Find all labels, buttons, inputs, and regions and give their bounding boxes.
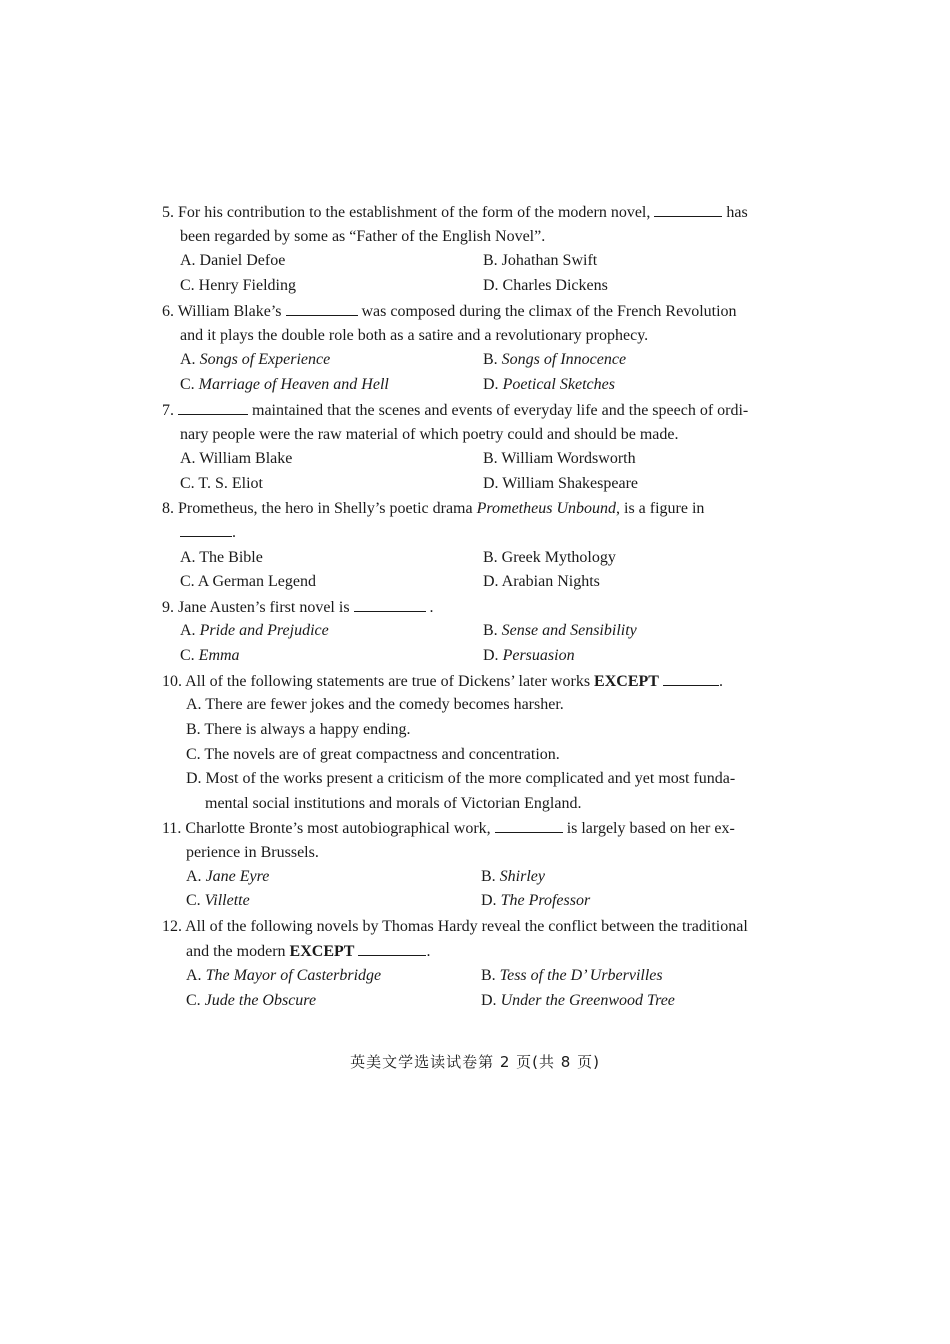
- option-text: Persuasion: [502, 647, 575, 664]
- answer-blank: [354, 597, 426, 612]
- option-letter: C.: [186, 992, 201, 1009]
- question-5-number: 5.: [162, 204, 174, 221]
- question-6-stem-line-2: and it plays the double role both as a satire and a revolutionary prophecy.: [180, 327, 649, 344]
- option-letter: D.: [483, 376, 499, 393]
- page-footer: 英美文学选读试卷第 2 页(共 8 页): [350, 1053, 600, 1071]
- option-text: Pride and Prejudice: [199, 622, 329, 639]
- question-12-except: EXCEPT: [289, 943, 355, 960]
- question-11-stem-line-1: [162, 818, 735, 839]
- answer-blank: [495, 818, 563, 833]
- option-letter: A.: [180, 622, 196, 639]
- question-8-stem-after: , is a figure in: [616, 500, 705, 517]
- option-letter: D.: [483, 647, 499, 664]
- option-letter: A.: [186, 967, 202, 984]
- question-10-option-b: B. There is always a happy ending.: [186, 721, 411, 738]
- question-7-option-d: D. William Shakespeare: [483, 475, 639, 492]
- option-text: Emma: [198, 647, 240, 664]
- question-12-stem-line-1: [162, 917, 748, 937]
- question-9-stem-line-1: [162, 597, 434, 618]
- option-text: The Mayor of Casterbridge: [205, 967, 382, 984]
- question-11-stem-before: Charlotte Bronte’s most autobiographical work,: [185, 820, 491, 837]
- question-12-stem-after: .: [426, 943, 431, 960]
- question-8-option-c: C. A German Legend: [180, 573, 316, 590]
- option-letter: D.: [481, 992, 497, 1009]
- option-text: Songs of Experience: [199, 351, 331, 368]
- question-12-option-d: [481, 991, 675, 1011]
- question-10-stem-after: .: [718, 673, 723, 690]
- option-text: Villette: [204, 892, 250, 909]
- question-12-number: 12.: [162, 918, 182, 935]
- question-5-option-a: A. Daniel Defoe: [180, 252, 286, 269]
- question-5-stem-text: For his contribution to the establishment of the form of the modern novel,: [178, 204, 651, 221]
- question-9-option-b: [483, 621, 637, 641]
- question-11-option-d: [481, 891, 590, 911]
- question-11-number: 11.: [162, 820, 182, 837]
- question-7-number: 7.: [162, 402, 174, 419]
- option-text: Tess of the D’ Urbervilles: [499, 967, 663, 984]
- question-11-stem-line-2: perience in Brussels.: [186, 844, 319, 861]
- question-8-option-d: D. Arabian Nights: [483, 573, 600, 590]
- answer-blank: [654, 202, 722, 217]
- answer-blank: [358, 941, 426, 956]
- question-9-option-d: [483, 646, 575, 666]
- question-7-stem-line-1: [162, 400, 748, 421]
- question-6-option-c: [180, 375, 389, 395]
- question-9-option-a: [180, 621, 329, 641]
- question-9-number: 9.: [162, 599, 174, 616]
- answer-blank: [286, 301, 358, 316]
- question-9-option-c: [180, 646, 240, 666]
- option-letter: B.: [481, 868, 496, 885]
- question-6-stem-after: was composed during the climax of the French Revolution: [361, 303, 737, 320]
- question-6-stem-before: William Blake’s: [177, 303, 282, 320]
- option-letter: D.: [481, 892, 497, 909]
- question-6-option-b: [483, 350, 626, 370]
- option-text: Jane Eyre: [205, 868, 270, 885]
- question-8-stem-line-2: [180, 522, 236, 543]
- question-10-option-a: A. There are fewer jokes and the comedy becomes harsher.: [186, 696, 564, 713]
- question-12-option-a: [186, 966, 381, 986]
- question-11-stem-after: is largely based on her ex-: [566, 820, 735, 837]
- question-5-option-c: C. Henry Fielding: [180, 277, 296, 294]
- option-text: Marriage of Heaven and Hell: [198, 376, 389, 393]
- question-6-stem-line-1: [162, 301, 737, 322]
- question-12-stem-before: and the modern: [186, 943, 286, 960]
- option-letter: C.: [180, 647, 195, 664]
- question-5-option-d: D. Charles Dickens: [483, 277, 608, 294]
- question-10-stem-before: All of the following statements are true of Dickens’ later works: [185, 673, 591, 690]
- question-5-stem-text-after: has: [726, 204, 748, 221]
- question-8-stem-line-1: [162, 499, 704, 519]
- question-12-stem-line-2: [186, 941, 430, 962]
- question-5-stem-line-2: been regarded by some as “Father of the English Novel”.: [180, 228, 546, 245]
- option-text: Sense and Sensibility: [501, 622, 637, 639]
- option-text: Under the Greenwood Tree: [500, 992, 675, 1009]
- question-8-stem-title: Prometheus Unbound: [476, 500, 616, 517]
- option-letter: C.: [180, 376, 195, 393]
- question-7-stem-line-2: nary people were the raw material of which poetry could and should be made.: [180, 426, 679, 443]
- question-11-option-b: [481, 867, 545, 887]
- question-10-stem-line-1: [162, 671, 723, 692]
- question-9-stem-after: .: [429, 599, 434, 616]
- option-letter: B.: [481, 967, 496, 984]
- question-9-stem-before: Jane Austen’s first novel is: [178, 599, 350, 616]
- option-text: Poetical Sketches: [502, 376, 615, 393]
- question-10-option-d-line-1: D. Most of the works present a criticism of the more complicated and yet most funda-: [186, 770, 736, 787]
- option-text: Songs of Innocence: [501, 351, 627, 368]
- question-7-stem-after: maintained that the scenes and events of everyday life and the speech of ordi-: [252, 402, 749, 419]
- question-6-option-a: [180, 350, 330, 370]
- option-letter: B.: [483, 351, 498, 368]
- question-5-stem-line-1: [162, 202, 788, 223]
- answer-blank: [180, 522, 232, 537]
- question-12-option-c: [186, 991, 316, 1011]
- question-10-number: 10.: [162, 673, 182, 690]
- option-letter: C.: [186, 892, 201, 909]
- answer-blank: [663, 671, 719, 686]
- question-10-except: EXCEPT: [594, 673, 659, 690]
- question-7-option-a: A. William Blake: [180, 450, 293, 467]
- question-12-option-b: [481, 966, 663, 986]
- question-8-number: 8.: [162, 500, 174, 517]
- answer-blank: [178, 400, 248, 415]
- option-letter: A.: [180, 351, 196, 368]
- question-12-stem-text: All of the following novels by Thomas Hardy reveal the conflict between the traditional: [185, 918, 748, 935]
- question-7-option-b: B. William Wordsworth: [483, 450, 636, 467]
- option-text: Shirley: [499, 868, 545, 885]
- question-11-option-a: [186, 867, 269, 887]
- option-text: Jude the Obscure: [204, 992, 317, 1009]
- question-8-stem-end: .: [232, 524, 236, 541]
- question-8-option-a: A. The Bible: [180, 549, 263, 566]
- question-11-option-c: [186, 891, 250, 911]
- option-letter: B.: [483, 622, 498, 639]
- question-10-option-c: C. The novels are of great compactness and concentration.: [186, 746, 560, 763]
- question-8-option-b: B. Greek Mythology: [483, 549, 616, 566]
- question-5-option-b: B. Johathan Swift: [483, 252, 598, 269]
- question-8-stem-before: Prometheus, the hero in Shelly’s poetic drama: [178, 500, 473, 517]
- option-text: The Professor: [500, 892, 591, 909]
- option-letter: A.: [186, 868, 202, 885]
- question-6-number: 6.: [162, 303, 174, 320]
- question-7-option-c: C. T. S. Eliot: [180, 475, 263, 492]
- question-10-option-d-line-2: mental social institutions and morals of Victorian England.: [205, 795, 582, 812]
- question-6-option-d: [483, 375, 615, 395]
